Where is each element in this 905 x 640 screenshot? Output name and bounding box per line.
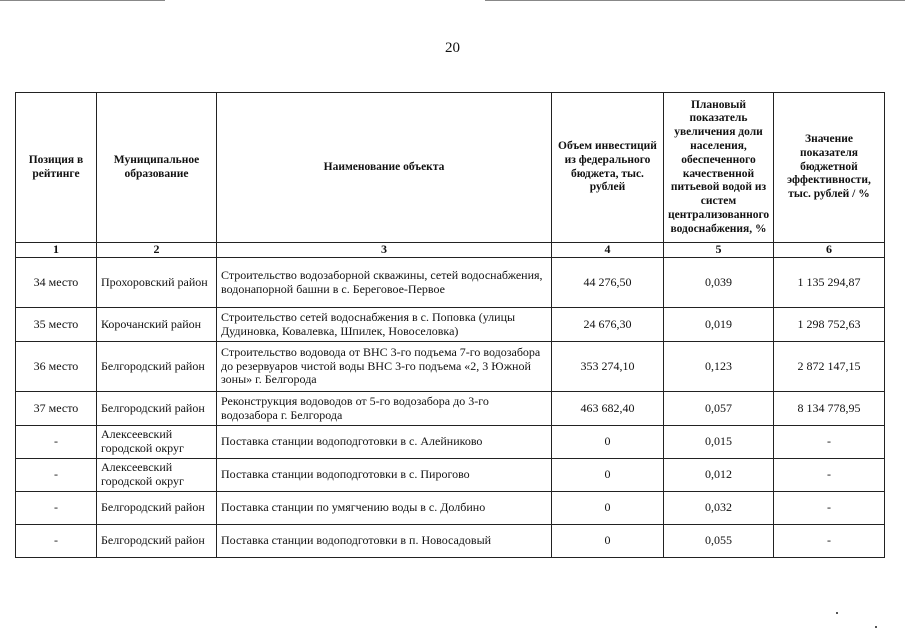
header-position: Позиция в рейтинге bbox=[16, 93, 97, 243]
object-cell: Поставка станции водоподготовки в п. Новосадовый bbox=[217, 525, 552, 558]
position-cell: 35 место bbox=[16, 308, 97, 342]
position-cell: - bbox=[16, 426, 97, 459]
investment-cell: 0 bbox=[552, 492, 664, 525]
position-cell: - bbox=[16, 525, 97, 558]
header-investment: Объем инвестиций из федерального бюджета, тыс. рублей bbox=[552, 93, 664, 243]
page-number: 20 bbox=[445, 40, 460, 56]
header-row bbox=[16, 93, 885, 243]
header-object: Наименование объекта bbox=[217, 93, 552, 243]
table-row bbox=[16, 525, 885, 558]
object-cell: Строительство водозаборной скважины, сетей водоснабжения, водонапорной башни в с. Береговое-Первое bbox=[217, 258, 552, 308]
scan-top-line-right bbox=[485, 0, 905, 1]
investment-cell: 44 276,50 bbox=[552, 258, 664, 308]
municipality-cell: Белгородский район bbox=[97, 392, 217, 426]
scan-speck bbox=[875, 626, 877, 628]
scan-speck bbox=[836, 612, 838, 614]
column-number: 5 bbox=[664, 243, 774, 258]
investment-table bbox=[15, 92, 885, 558]
investment-cell: 0 bbox=[552, 459, 664, 492]
position-cell: 37 место bbox=[16, 392, 97, 426]
object-cell: Строительство водовода от ВНС 3-го подъема 7-го водозабора до резервуаров чистой воды ВНС 3-го подъема «2, 3 Южной зоны» г. Белгорода bbox=[217, 342, 552, 392]
object-cell: Поставка станции водоподготовки в с. Пирогово bbox=[217, 459, 552, 492]
share-cell: 0,123 bbox=[664, 342, 774, 392]
municipality-cell: Корочанский район bbox=[97, 308, 217, 342]
efficiency-cell: - bbox=[774, 492, 885, 525]
investment-cell: 24 676,30 bbox=[552, 308, 664, 342]
table-row bbox=[16, 342, 885, 392]
table-row bbox=[16, 492, 885, 525]
column-number: 4 bbox=[552, 243, 664, 258]
municipality-cell: Белгородский район bbox=[97, 342, 217, 392]
share-cell: 0,015 bbox=[664, 426, 774, 459]
header-share: Плановый показатель увеличения доли населения, обеспеченного качественной питьевой водой из систем централизованного водоснабжения, % bbox=[664, 93, 774, 243]
table-row bbox=[16, 258, 885, 308]
column-number-row bbox=[16, 243, 885, 258]
investment-cell: 0 bbox=[552, 525, 664, 558]
municipality-cell: Прохоровский район bbox=[97, 258, 217, 308]
efficiency-cell: - bbox=[774, 525, 885, 558]
efficiency-cell: 8 134 778,95 bbox=[774, 392, 885, 426]
share-cell: 0,019 bbox=[664, 308, 774, 342]
municipality-cell: Белгородский район bbox=[97, 525, 217, 558]
investment-cell: 463 682,40 bbox=[552, 392, 664, 426]
scan-top-line-left bbox=[0, 0, 165, 1]
table-row bbox=[16, 392, 885, 426]
table-row bbox=[16, 459, 885, 492]
position-cell: 34 место bbox=[16, 258, 97, 308]
share-cell: 0,039 bbox=[664, 258, 774, 308]
efficiency-cell: 2 872 147,15 bbox=[774, 342, 885, 392]
table-row bbox=[16, 308, 885, 342]
municipality-cell: Алексеевский городской округ bbox=[97, 426, 217, 459]
efficiency-cell: 1 298 752,63 bbox=[774, 308, 885, 342]
column-number: 1 bbox=[16, 243, 97, 258]
column-number: 2 bbox=[97, 243, 217, 258]
share-cell: 0,057 bbox=[664, 392, 774, 426]
investment-cell: 353 274,10 bbox=[552, 342, 664, 392]
header-municipality: Муниципальное образование bbox=[97, 93, 217, 243]
efficiency-cell: - bbox=[774, 459, 885, 492]
efficiency-cell: - bbox=[774, 426, 885, 459]
object-cell: Реконструкция водоводов от 5-го водозабора до 3-го водозабора г. Белгорода bbox=[217, 392, 552, 426]
municipality-cell: Белгородский район bbox=[97, 492, 217, 525]
table-row bbox=[16, 426, 885, 459]
position-cell: - bbox=[16, 492, 97, 525]
header-efficiency: Значение показателя бюджетной эффективности, тыс. рублей / % bbox=[774, 93, 885, 243]
investment-cell: 0 bbox=[552, 426, 664, 459]
share-cell: 0,032 bbox=[664, 492, 774, 525]
share-cell: 0,012 bbox=[664, 459, 774, 492]
position-cell: 36 место bbox=[16, 342, 97, 392]
object-cell: Строительство сетей водоснабжения в с. Поповка (улицы Дудиновка, Ковалевка, Шпилек, Новоселовка) bbox=[217, 308, 552, 342]
object-cell: Поставка станции по умягчению воды в с. Долбино bbox=[217, 492, 552, 525]
column-number: 3 bbox=[217, 243, 552, 258]
municipality-cell: Алексеевский городской округ bbox=[97, 459, 217, 492]
column-number: 6 bbox=[774, 243, 885, 258]
position-cell: - bbox=[16, 459, 97, 492]
efficiency-cell: 1 135 294,87 bbox=[774, 258, 885, 308]
object-cell: Поставка станции водоподготовки в с. Алейниково bbox=[217, 426, 552, 459]
share-cell: 0,055 bbox=[664, 525, 774, 558]
